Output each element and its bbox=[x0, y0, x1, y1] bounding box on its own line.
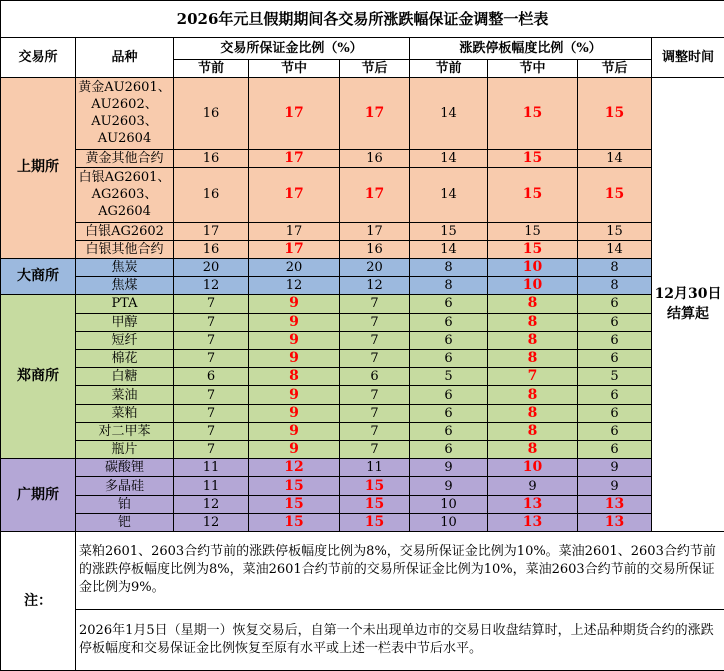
value-cell-m-before: 11 bbox=[174, 477, 249, 495]
value-cell-l-after: 15 bbox=[578, 167, 652, 222]
value-cell-m-during: 15 bbox=[249, 495, 340, 513]
value-cell-l-during: 8 bbox=[488, 331, 578, 349]
product-cell: 短纤 bbox=[76, 331, 174, 349]
value-cell-m-during: 9 bbox=[249, 331, 340, 349]
value-cell-m-after: 17 bbox=[340, 167, 410, 222]
page-title: 2026年元旦假期期间各交易所涨跌幅保证金调整一栏表 bbox=[1, 1, 724, 38]
value-cell-m-during: 9 bbox=[249, 386, 340, 404]
value-cell-l-during: 8 bbox=[488, 441, 578, 459]
table-row bbox=[1, 441, 724, 459]
value-cell-l-before: 5 bbox=[410, 368, 488, 386]
header-limit-group: 涨跌停板幅度比例（%） bbox=[410, 38, 652, 59]
value-cell-l-after: 13 bbox=[578, 495, 652, 513]
value-cell-l-before: 15 bbox=[410, 222, 488, 240]
value-cell-m-before: 7 bbox=[174, 422, 249, 440]
product-cell: 棉花 bbox=[76, 350, 174, 368]
header-adjust-time: 调整时间 bbox=[652, 38, 724, 77]
product-cell: 白银AG2602 bbox=[76, 222, 174, 240]
table-row bbox=[1, 149, 724, 167]
value-cell-m-after: 7 bbox=[340, 441, 410, 459]
header-exchange: 交易所 bbox=[1, 38, 76, 77]
value-cell-l-after: 13 bbox=[578, 513, 652, 531]
product-cell: 多晶硅 bbox=[76, 477, 174, 495]
product-cell: 瓶片 bbox=[76, 441, 174, 459]
table-row bbox=[1, 77, 724, 149]
value-cell-l-after: 6 bbox=[578, 295, 652, 313]
value-cell-l-before: 6 bbox=[410, 331, 488, 349]
product-cell: 白银AG2601、AG2603、AG2604 bbox=[76, 167, 174, 222]
value-cell-m-after: 7 bbox=[340, 331, 410, 349]
table-row bbox=[1, 167, 724, 222]
value-cell-m-before: 16 bbox=[174, 77, 249, 149]
exchange-cell: 上期所 bbox=[1, 77, 76, 258]
value-cell-m-after: 7 bbox=[340, 386, 410, 404]
value-cell-m-before: 7 bbox=[174, 313, 249, 331]
value-cell-l-during: 15 bbox=[488, 77, 578, 149]
value-cell-l-before: 6 bbox=[410, 313, 488, 331]
value-cell-m-during: 8 bbox=[249, 368, 340, 386]
value-cell-l-after: 6 bbox=[578, 404, 652, 422]
value-cell-m-during: 12 bbox=[249, 459, 340, 477]
product-cell: 焦炭 bbox=[76, 258, 174, 276]
adjust-time-cell: 12月30日结算起 bbox=[652, 77, 724, 531]
table-row bbox=[1, 513, 724, 531]
value-cell-m-during: 9 bbox=[249, 350, 340, 368]
header-product: 品种 bbox=[76, 38, 174, 77]
value-cell-l-before: 9 bbox=[410, 477, 488, 495]
value-cell-l-after: 15 bbox=[578, 77, 652, 149]
note-text-1: 菜粕2601、2603合约节前的涨跌停板幅度比例为8%，交易所保证金比例为10%。菜油2601、2603合约节前的涨跌停板幅度比例为8%，菜油2601合约节前的交易所保证金比例为10%，菜油2603合约节前的交易所保证金比例为9%。 bbox=[76, 532, 724, 610]
header-margin-after: 节后 bbox=[340, 59, 410, 77]
product-cell: 焦煤 bbox=[76, 277, 174, 295]
value-cell-m-before: 16 bbox=[174, 149, 249, 167]
value-cell-m-before: 12 bbox=[174, 495, 249, 513]
table-row bbox=[1, 331, 724, 349]
value-cell-l-after: 6 bbox=[578, 313, 652, 331]
value-cell-l-during: 8 bbox=[488, 422, 578, 440]
value-cell-l-after: 6 bbox=[578, 331, 652, 349]
value-cell-m-after: 16 bbox=[340, 149, 410, 167]
product-cell: PTA bbox=[76, 295, 174, 313]
value-cell-l-before: 6 bbox=[410, 422, 488, 440]
value-cell-m-after: 7 bbox=[340, 350, 410, 368]
value-cell-l-during: 10 bbox=[488, 459, 578, 477]
value-cell-l-after: 14 bbox=[578, 149, 652, 167]
value-cell-l-before: 10 bbox=[410, 513, 488, 531]
header-margin-before: 节前 bbox=[174, 59, 249, 77]
value-cell-m-after: 6 bbox=[340, 368, 410, 386]
value-cell-l-during: 13 bbox=[488, 513, 578, 531]
value-cell-l-before: 14 bbox=[410, 149, 488, 167]
value-cell-l-after: 9 bbox=[578, 459, 652, 477]
exchange-cell: 大商所 bbox=[1, 258, 76, 294]
product-cell: 钯 bbox=[76, 513, 174, 531]
value-cell-m-during: 9 bbox=[249, 313, 340, 331]
value-cell-l-after: 8 bbox=[578, 258, 652, 276]
value-cell-m-before: 17 bbox=[174, 222, 249, 240]
value-cell-l-before: 10 bbox=[410, 495, 488, 513]
value-cell-m-after: 7 bbox=[340, 404, 410, 422]
table-row bbox=[1, 368, 724, 386]
table-row bbox=[1, 258, 724, 276]
table-row bbox=[1, 386, 724, 404]
table-row bbox=[1, 313, 724, 331]
value-cell-l-before: 14 bbox=[410, 77, 488, 149]
value-cell-m-before: 12 bbox=[174, 513, 249, 531]
value-cell-m-before: 7 bbox=[174, 331, 249, 349]
value-cell-m-after: 15 bbox=[340, 477, 410, 495]
value-cell-m-before: 7 bbox=[174, 404, 249, 422]
value-cell-m-after: 12 bbox=[340, 277, 410, 295]
product-cell: 菜粕 bbox=[76, 404, 174, 422]
value-cell-l-during: 15 bbox=[488, 240, 578, 258]
value-cell-l-after: 14 bbox=[578, 240, 652, 258]
value-cell-l-after: 15 bbox=[578, 222, 652, 240]
value-cell-l-during: 8 bbox=[488, 350, 578, 368]
value-cell-m-before: 7 bbox=[174, 386, 249, 404]
value-cell-m-during: 20 bbox=[249, 258, 340, 276]
value-cell-l-before: 6 bbox=[410, 404, 488, 422]
value-cell-m-during: 9 bbox=[249, 295, 340, 313]
value-cell-l-during: 9 bbox=[488, 477, 578, 495]
table-row bbox=[1, 277, 724, 295]
value-cell-m-before: 12 bbox=[174, 277, 249, 295]
product-cell: 碳酸锂 bbox=[76, 459, 174, 477]
value-cell-m-after: 7 bbox=[340, 422, 410, 440]
value-cell-m-during: 17 bbox=[249, 149, 340, 167]
exchange-cell: 郑商所 bbox=[1, 295, 76, 459]
value-cell-m-during: 17 bbox=[249, 77, 340, 149]
product-cell: 甲醇 bbox=[76, 313, 174, 331]
table-row bbox=[1, 350, 724, 368]
value-cell-l-before: 6 bbox=[410, 386, 488, 404]
value-cell-m-during: 17 bbox=[249, 222, 340, 240]
exchange-cell: 广期所 bbox=[1, 459, 76, 532]
value-cell-l-before: 6 bbox=[410, 441, 488, 459]
value-cell-l-after: 9 bbox=[578, 477, 652, 495]
value-cell-l-during: 13 bbox=[488, 495, 578, 513]
value-cell-l-during: 8 bbox=[488, 404, 578, 422]
value-cell-l-before: 6 bbox=[410, 295, 488, 313]
value-cell-m-after: 7 bbox=[340, 313, 410, 331]
value-cell-m-after: 20 bbox=[340, 258, 410, 276]
note-label: 注： bbox=[1, 532, 76, 671]
table-row bbox=[1, 459, 724, 477]
value-cell-l-during: 7 bbox=[488, 368, 578, 386]
header-limit-during: 节中 bbox=[488, 59, 578, 77]
product-cell: 黄金其他合约 bbox=[76, 149, 174, 167]
product-cell: 菜油 bbox=[76, 386, 174, 404]
value-cell-l-during: 8 bbox=[488, 313, 578, 331]
value-cell-l-during: 8 bbox=[488, 386, 578, 404]
value-cell-l-during: 15 bbox=[488, 167, 578, 222]
value-cell-m-during: 9 bbox=[249, 441, 340, 459]
value-cell-l-after: 8 bbox=[578, 277, 652, 295]
value-cell-m-before: 7 bbox=[174, 441, 249, 459]
table-row bbox=[1, 404, 724, 422]
value-cell-m-during: 17 bbox=[249, 167, 340, 222]
value-cell-m-before: 20 bbox=[174, 258, 249, 276]
value-cell-m-during: 12 bbox=[249, 277, 340, 295]
value-cell-l-before: 9 bbox=[410, 459, 488, 477]
note-text-2: 2026年1月5日（星期一）恢复交易后，自第一个未出现单边市的交易日收盘结算时，上述品种期货合约的涨跌停板幅度和交易保证金比例恢复至原有水平或上述一栏表中节后水平。 bbox=[76, 609, 724, 670]
value-cell-m-after: 16 bbox=[340, 240, 410, 258]
table-row bbox=[1, 477, 724, 495]
value-cell-m-after: 15 bbox=[340, 513, 410, 531]
value-cell-m-before: 7 bbox=[174, 295, 249, 313]
value-cell-l-during: 15 bbox=[488, 149, 578, 167]
value-cell-l-during: 10 bbox=[488, 277, 578, 295]
value-cell-l-after: 5 bbox=[578, 368, 652, 386]
value-cell-m-during: 9 bbox=[249, 404, 340, 422]
value-cell-l-before: 8 bbox=[410, 277, 488, 295]
header-margin-group: 交易所保证金比例（%） bbox=[174, 38, 410, 59]
value-cell-l-after: 6 bbox=[578, 350, 652, 368]
product-cell: 白糖 bbox=[76, 368, 174, 386]
value-cell-l-before: 8 bbox=[410, 258, 488, 276]
value-cell-l-after: 6 bbox=[578, 422, 652, 440]
value-cell-m-during: 9 bbox=[249, 422, 340, 440]
value-cell-l-during: 8 bbox=[488, 295, 578, 313]
product-cell: 对二甲苯 bbox=[76, 422, 174, 440]
value-cell-m-before: 16 bbox=[174, 167, 249, 222]
value-cell-m-after: 17 bbox=[340, 222, 410, 240]
value-cell-m-before: 11 bbox=[174, 459, 249, 477]
value-cell-m-before: 7 bbox=[174, 350, 249, 368]
value-cell-m-during: 17 bbox=[249, 240, 340, 258]
value-cell-m-after: 17 bbox=[340, 77, 410, 149]
value-cell-l-after: 6 bbox=[578, 386, 652, 404]
header-limit-after: 节后 bbox=[578, 59, 652, 77]
table-row bbox=[1, 295, 724, 313]
value-cell-m-after: 11 bbox=[340, 459, 410, 477]
table-row bbox=[1, 422, 724, 440]
value-cell-l-after: 6 bbox=[578, 441, 652, 459]
value-cell-m-during: 15 bbox=[249, 513, 340, 531]
value-cell-l-during: 15 bbox=[488, 222, 578, 240]
header-margin-during: 节中 bbox=[249, 59, 340, 77]
table-row bbox=[1, 495, 724, 513]
value-cell-l-before: 14 bbox=[410, 167, 488, 222]
value-cell-m-after: 7 bbox=[340, 295, 410, 313]
product-cell: 白银其他合约 bbox=[76, 240, 174, 258]
product-cell: 黄金AU2601、AU2602、AU2603、AU2604 bbox=[76, 77, 174, 149]
header-limit-before: 节前 bbox=[410, 59, 488, 77]
value-cell-l-before: 14 bbox=[410, 240, 488, 258]
value-cell-l-before: 6 bbox=[410, 350, 488, 368]
value-cell-l-during: 10 bbox=[488, 258, 578, 276]
table-row bbox=[1, 222, 724, 240]
value-cell-m-after: 15 bbox=[340, 495, 410, 513]
product-cell: 铂 bbox=[76, 495, 174, 513]
value-cell-m-before: 16 bbox=[174, 240, 249, 258]
value-cell-m-before: 6 bbox=[174, 368, 249, 386]
table-row bbox=[1, 240, 724, 258]
value-cell-m-during: 15 bbox=[249, 477, 340, 495]
